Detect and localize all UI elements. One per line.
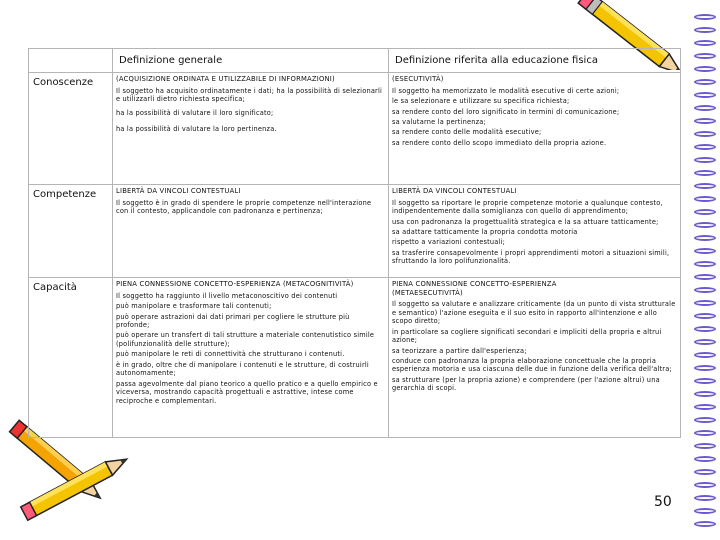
cell-text: in particolare sa cogliere significati secondari e impliciti della propria e altrui azione;	[392, 327, 662, 345]
spiral-ring	[694, 209, 716, 215]
cell-general	[113, 278, 389, 438]
cell-text: (ACQUISIZIONE ORDINATA E UTILIZZABILE DI INFORMAZIONI)	[116, 75, 335, 83]
spiral-ring	[694, 391, 716, 397]
cell-text: può operare astrazioni dai dati primari per cogliere le strutture più profonde;	[116, 312, 350, 329]
spiral-ring	[694, 92, 716, 98]
spiral-ring	[694, 157, 716, 163]
cell-text: sa valutarne la pertinenza;	[392, 118, 486, 126]
table-row-capacita	[29, 278, 681, 438]
spiral-ring	[694, 144, 716, 150]
cell-text: sa teorizzare a partire dall'esperienza;	[392, 346, 527, 355]
cell-pe	[389, 185, 681, 278]
cell-text: sa trasferire consapevolmente i propri apprendimenti motori a situazioni simili, sfruttando la loro polifunzionalità.	[392, 248, 670, 266]
spiral-binding	[686, 0, 720, 540]
spiral-ring	[694, 469, 716, 475]
cell-text: sa rendere conto dello scopo immediato della propria azione.	[392, 138, 607, 147]
page-number: 50	[654, 494, 672, 510]
spiral-ring	[694, 248, 716, 254]
cell-text: può manipolare le reti di connettività che strutturano i contenuti.	[116, 350, 345, 359]
cell-text: ha la possibilità di valutare la loro pertinenza.	[116, 125, 277, 133]
cell-text: LIBERTÀ DA VINCOLI CONTESTUALI	[392, 187, 517, 195]
spiral-ring	[694, 118, 716, 124]
spiral-ring	[694, 170, 716, 176]
definitions-table	[28, 48, 681, 438]
spiral-ring	[694, 105, 716, 111]
cell-text: sa strutturare (per la propria azione) e comprendere (per l'azione altrui) una gerarchia di scopi.	[392, 375, 660, 393]
row-label: Conoscenze	[29, 73, 113, 185]
cell-text: Il soggetto sa riportare le proprie competenze motorie a qualunque contesto, indipendentemente dalla somiglianza con quello di apprendimento;	[392, 198, 663, 216]
cell-text: (ESECUTIVITÀ)	[392, 75, 444, 83]
cell-text: le sa selezionare e utilizzare su specifica richiesta;	[392, 97, 570, 106]
cell-pe	[389, 73, 681, 185]
spiral-ring	[694, 222, 716, 228]
spiral-ring	[694, 326, 716, 332]
spiral-ring	[694, 287, 716, 293]
spiral-ring	[694, 443, 716, 449]
spiral-ring	[694, 378, 716, 384]
cell-text: Il soggetto ha raggiunto il livello metaconoscitivo dei contenuti	[116, 291, 338, 300]
row-label: Competenze	[29, 185, 113, 278]
header-pe-definition: Definizione riferita alla educazione fisica	[389, 49, 681, 73]
table-row-conoscenze	[29, 73, 681, 185]
cell-general	[113, 73, 389, 185]
cell-text: può manipolare e trasformare tali contenuti;	[116, 302, 272, 311]
spiral-ring	[694, 508, 716, 514]
spiral-ring	[694, 495, 716, 501]
cell-text: Il soggetto è in grado di spendere le proprie competenze nell'interazione con il contesto, applicandole con padronanza e pertinenza;	[116, 198, 372, 216]
cell-text: può operare un transfert di tali strutture a materiale contenutistico simile (polifunzionalità delle strutture);	[116, 331, 375, 348]
spiral-ring	[694, 79, 716, 85]
cell-text: sa rendere conto delle modalità esecutive;	[392, 128, 542, 137]
cell-text: usa con padronanza la progettualità strategica e la sa attuare tatticamente;	[392, 217, 659, 226]
cell-text: rispetto a variazioni contestuali;	[392, 238, 506, 247]
cell-text: Il soggetto ha acquisito ordinatamente i dati; ha la possibilità di selezionarli e utilizzarli dietro richiesta specifica;	[116, 86, 383, 104]
cell-text: ha la possibilità di valutare il loro significato;	[116, 108, 274, 117]
spiral-ring	[694, 261, 716, 267]
cell-general	[113, 185, 389, 278]
cell-text: Il soggetto ha memorizzato le modalità esecutive di certe azioni;	[392, 86, 620, 95]
spiral-ring	[694, 183, 716, 189]
cell-text: passa agevolmente dal piano teorico a quello pratico e a quello empirico e viceversa, mostrando capacità progettuali e astrattive, intese come reciproche e complementari.	[116, 379, 378, 405]
spiral-ring	[694, 313, 716, 319]
header-empty	[29, 49, 113, 73]
spiral-ring	[694, 300, 716, 306]
pencil-icon-bottom-2	[15, 430, 140, 540]
table-row-competenze	[29, 185, 681, 278]
cell-text: è in grado, oltre che di manipolare i contenuti e le strutture, di costruirli autonomamente;	[116, 360, 369, 378]
spiral-ring	[694, 274, 716, 280]
cell-text: sa rendere conto del loro significato in termini di comunicazione;	[392, 107, 620, 116]
header-general-definition: Definizione generale	[113, 49, 389, 73]
spiral-ring	[694, 430, 716, 436]
cell-text: PIENA CONNESSIONE CONCETTO-ESPERIENZA (METACOGNITIVITÀ)	[116, 280, 354, 288]
spiral-ring	[694, 482, 716, 488]
spiral-ring	[694, 521, 716, 527]
row-label: Capacità	[29, 278, 113, 438]
cell-text: (METAESECUTIVITÀ)	[392, 288, 463, 297]
cell-text: LIBERTÀ DA VINCOLI CONTESTUALI	[116, 187, 241, 195]
cell-pe	[389, 278, 681, 438]
spiral-ring	[694, 196, 716, 202]
table-header-row	[29, 49, 681, 73]
spiral-ring	[694, 417, 716, 423]
cell-text: sa adattare tatticamente la propria condotta motoria	[392, 228, 578, 236]
cell-text: PIENA CONNESSIONE CONCETTO-ESPERIENZA	[392, 280, 557, 288]
spiral-ring	[694, 365, 716, 371]
spiral-ring	[694, 456, 716, 462]
spiral-ring	[694, 339, 716, 345]
cell-text: conduce con padronanza la propria elaborazione concettuale che la propria esperienza motoria e usa ciascuna delle due in funzione della verifica dell'altra;	[392, 357, 672, 374]
spiral-ring	[694, 131, 716, 137]
spiral-ring	[694, 404, 716, 410]
spiral-ring	[694, 235, 716, 241]
cell-text: Il soggetto sa valutare e analizzare criticamente (da un punto di vista strutturale e semantico) l'azione eseguita e il suo esito in rapporto all'intenzione e allo scopo diretto;	[392, 300, 676, 326]
spiral-ring	[694, 352, 716, 358]
